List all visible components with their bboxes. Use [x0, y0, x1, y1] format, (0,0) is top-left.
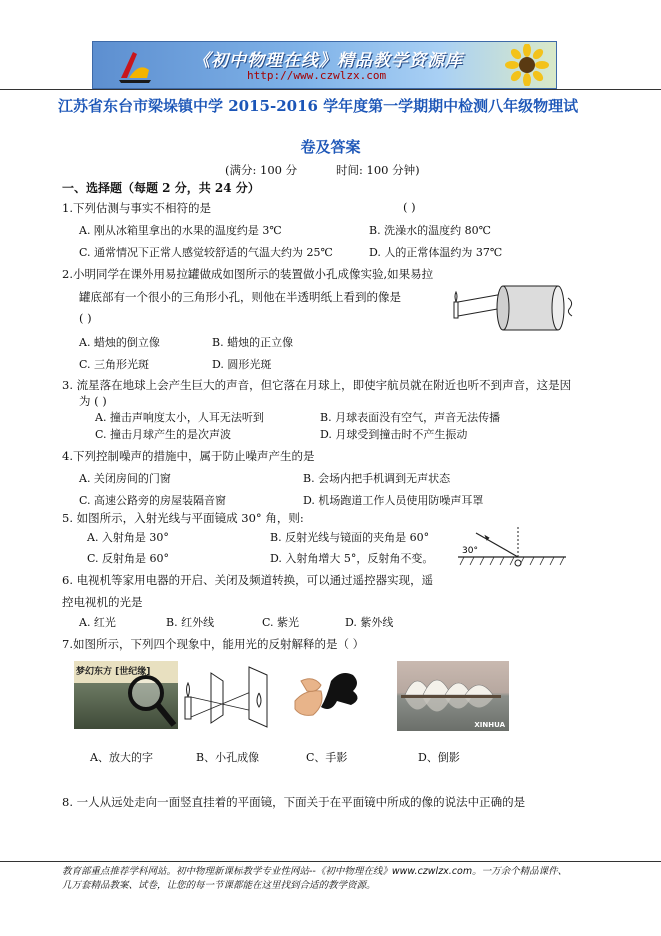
- q2-option-a: A. 蜡烛的倒立像: [79, 336, 160, 349]
- q6-option-d: D. 紫外线: [345, 616, 394, 629]
- exam-time: 时间: 100 分钟): [336, 163, 420, 177]
- section-heading: 一、选择题（每题 2 分，共 24 分）: [62, 181, 260, 195]
- q8-stem: 8. 一人从远处走向一面竖直挂着的平面镜，下面关于在平面镜中所成的像的说法中正确的是: [62, 795, 526, 809]
- page-footer: [62, 865, 622, 893]
- document-title-line2: 卷及答案: [300, 138, 361, 156]
- q5-angle-label: 30°: [462, 546, 478, 556]
- document-title-line1: 江苏省东台市梁垛镇中学 2015-2016 学年度第一学期期中检测八年级物理试: [58, 97, 579, 115]
- q6-option-c: C. 紫光: [262, 616, 300, 629]
- q4-stem: 4.下列控制噪声的措施中，属于防止噪声产生的是: [62, 449, 315, 463]
- q5-stem: 5. 如图所示，入射光线与平面镜成 30° 角，则:: [62, 511, 304, 525]
- q2-stem: 2.小明同学在课外用易拉罐做成如图所示的装置做小孔成像实验,如果易拉: [62, 267, 434, 281]
- header-banner: [92, 41, 557, 89]
- q4-option-d: D. 机场跑道工作人员使用防噪声耳罩: [303, 494, 484, 507]
- full-score: (满分: 100 分: [225, 163, 298, 177]
- q7-option-b: B、小孔成像: [196, 751, 260, 764]
- q4-option-b: B. 会场内把手机调到无声状态: [303, 472, 451, 485]
- q3-option-c: C. 撞击月球产生的是次声波: [95, 428, 232, 441]
- q6-option-b: B. 红外线: [166, 616, 215, 629]
- q7-photo-hand-shadow: [291, 661, 373, 729]
- q7-pinhole-figure: [183, 661, 291, 731]
- q5-option-d: D. 入射角增大 5°，反射角不变。: [270, 552, 434, 565]
- header-rule: [0, 89, 661, 90]
- q7-option-c: C、手影: [306, 751, 348, 764]
- q5-option-c: C. 反射角是 60°: [87, 552, 170, 565]
- q4-option-a: A. 关闭房间的门窗: [79, 472, 171, 485]
- q7-photo-opera-house: [397, 661, 509, 731]
- footer-line1: 教育部重点推荐学科网站。初中物理新课标教学专业性网站--《初中物理在线》www.czwlzx.com。一万余个精品课件、: [62, 866, 568, 877]
- q7-stem: 7.如图所示，下列四个现象中，能用光的反射解释的是（ ）: [62, 637, 365, 651]
- q1-option-d: D. 人的正常体温约为 37℃: [369, 246, 503, 259]
- q6-stem: 6. 电视机等家用电器的开启、关闭及频道转换，可以通过遥控器实现，遥: [62, 573, 434, 587]
- q3-option-b: B. 月球表面没有空气，声音无法传播: [320, 411, 501, 424]
- q7-photo-a-text: 梦幻东方 [世纪缘]: [76, 667, 151, 677]
- site-logo-icon: [115, 48, 155, 84]
- q1-paren: ( ): [403, 200, 416, 214]
- q1-option-c: C. 通常情况下正常人感觉较舒适的气温大约为 25℃: [79, 246, 333, 259]
- sunflower-icon: [504, 44, 550, 86]
- q5-option-b: B. 反射光线与镜面的夹角是 60°: [270, 531, 430, 544]
- q2-option-d: D. 圆形光斑: [212, 358, 272, 371]
- q3-option-d: D. 月球受到撞击时不产生振动: [320, 428, 468, 441]
- banner-url: http://www.czwlzx.com: [247, 69, 387, 82]
- q3-option-a: A. 撞击声响度太小，人耳无法听到: [95, 411, 264, 424]
- q1-option-b: B. 洗澡水的温度约 80℃: [369, 224, 491, 237]
- q7-photo-magnifier: [74, 661, 178, 729]
- magnifier-icon: [124, 671, 178, 729]
- q7-option-a: A、放大的字: [90, 751, 153, 764]
- q2-option-b: B. 蜡烛的正立像: [212, 336, 294, 349]
- q1-option-a: A. 刚从冰箱里拿出的水果的温度约是 3℃: [79, 224, 282, 237]
- banner-title: 《初中物理在线》精品教学资源库: [193, 51, 463, 71]
- q2-option-c: C. 三角形光斑: [79, 358, 150, 371]
- q3-stem-cont: 为 ( ): [79, 394, 107, 408]
- q6-stem-cont: 控电视机的光是: [62, 595, 143, 609]
- q2-paren: ( ): [79, 311, 92, 325]
- pinhole-can-figure: [448, 280, 578, 335]
- q2-stem-cont: 罐底部有一个很小的三角形小孔，则他在半透明纸上看到的像是: [79, 290, 401, 304]
- mirror-angle-figure: [458, 523, 568, 569]
- q3-stem: 3. 流星落在地球上会产生巨大的声音，但它落在月球上，即使宇航员就在附近也听不到声音，这是因: [62, 378, 572, 392]
- q5-option-a: A. 入射角是 30°: [87, 531, 169, 544]
- q7-photo-d-watermark: XINHUA: [474, 721, 505, 729]
- q1-stem: 1.下列估测与事实不相符的是: [62, 201, 211, 215]
- footer-line2: 几万套精品教案、试卷，让您的每一节课都能在这里找到合适的教学资源。: [62, 880, 376, 891]
- q6-option-a: A. 红光: [79, 616, 116, 629]
- q7-option-d: D、倒影: [418, 751, 460, 764]
- q4-option-c: C. 高速公路旁的房屋装隔音窗: [79, 494, 227, 507]
- footer-rule: [0, 861, 661, 862]
